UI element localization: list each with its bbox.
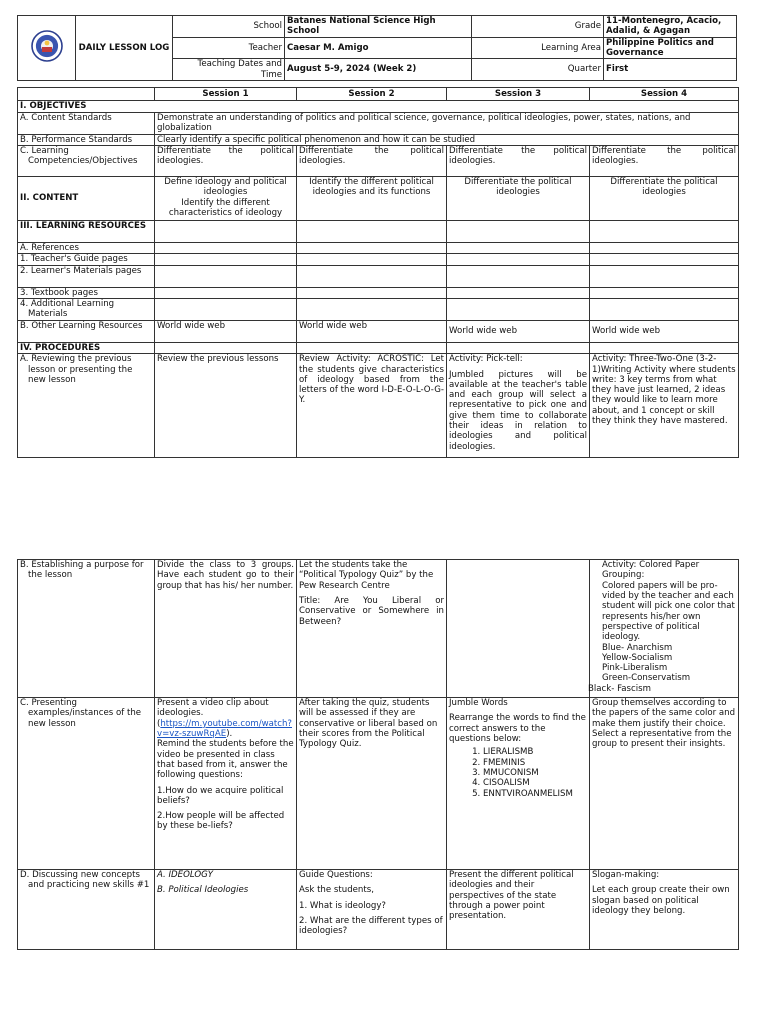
procedure-c-s2: After taking the quiz, students will be assessed if they are conservative or liberal based on their scores from the Political Typology Quiz. (297, 698, 447, 870)
procedure-d-s4-b: Let each group create their own slogan based on political ideology they belong. (592, 885, 730, 916)
procedure-d-s2-c: 1. What is ideology? (299, 900, 386, 911)
procedure-b-s2-b: Title: Are You Liberal or Conservative or Somewhere in Between? (299, 595, 444, 627)
content-s1-b: Identify the different characteristics of ideology (168, 197, 283, 218)
procedure-b-label: B. Establishing a purpose for the lesson (18, 560, 155, 698)
procedure-b-s4-body: Colored papers will be pro-vided by the teacher and each student will pick one color that represents his/her own perspective of political ideology. (602, 580, 735, 643)
jumble-word: 2. FMEMINIS (483, 758, 587, 768)
competency-s3: Differentiate the political ideologies. (447, 145, 590, 176)
lesson-log-table (17, 87, 739, 458)
procedure-c-s1 (155, 698, 297, 870)
other-resources-s1: World wide web (155, 320, 297, 342)
competency-s2: Differentiate the political ideologies. (297, 145, 447, 176)
additional-materials-label: 4. Additional Learning Materials (18, 298, 155, 320)
procedure-a-s2: Review Activity: ACROSTIC: Let the students give characteristics of ideology based from the letters of the word I-D-E-O-L-O-G-Y. (297, 354, 447, 458)
jumble-word: 1. LIERALISMB (483, 747, 587, 757)
jumble-word: 3. MMUCONISM (483, 768, 587, 778)
content-s1-a: Define ideology and political ideologies (164, 176, 287, 198)
procedure-c-row (18, 698, 739, 870)
teacher-value: Caesar M. Amigo (285, 37, 472, 59)
area-value: Philippine Politics and Governance (604, 37, 737, 59)
content-standards-label: A. Content Standards (18, 112, 155, 134)
color-group-item: Green-Conservatism (602, 673, 691, 684)
deped-seal (18, 16, 76, 81)
teachers-guide-label: 1. Teacher's Guide pages (18, 254, 155, 265)
procedure-d-s4 (590, 870, 739, 950)
header-table (17, 15, 737, 81)
procedure-c-s1-a: Present a video clip about ideologies. (157, 698, 269, 719)
content-standards-value: Demonstrate an understanding of politics and political science, governance, political ideologies, power, states, nations, and globalization (155, 112, 739, 134)
teacher-label: Teacher (173, 37, 285, 59)
other-resources-s3: World wide web (447, 320, 590, 342)
procedure-c-s3-title: Jumble Words (449, 698, 508, 708)
dates-value: August 5-9, 2024 (Week 2) (285, 59, 472, 81)
procedure-d-s3: Present the different political ideologies and their perspectives of the state through a power point presentation. (447, 870, 590, 950)
other-resources-s4: World wide web (590, 320, 739, 342)
procedure-b-s4 (590, 560, 739, 698)
procedure-c-s3 (447, 698, 590, 870)
procedure-c-s1-link-line: (https://m.youtube.com/watch?v=vz-szuwRqAE). (157, 718, 292, 739)
document-title: DAILY LESSON LOG (76, 16, 173, 81)
performance-standards-label: B. Performance Standards (18, 134, 155, 145)
textbook-label: 3. Textbook pages (18, 287, 155, 298)
procedure-b-s4-title: Activity: Colored Paper Grouping: (602, 560, 700, 581)
quarter-label: Quarter (472, 59, 604, 81)
procedures-heading: IV. PROCEDURES (18, 342, 155, 353)
content-heading: II. CONTENT (18, 176, 155, 220)
deped-seal-icon (30, 27, 64, 65)
sessions-header-row (18, 88, 739, 101)
resources-heading: III. LEARNING RESOURCES (18, 220, 155, 242)
procedure-d-row (18, 870, 739, 950)
color-group-item: Black- Fascism (588, 683, 651, 694)
lesson-log-table-continued (17, 559, 739, 950)
area-label: Learning Area (472, 37, 604, 59)
blank-header (18, 88, 155, 101)
procedure-d-s2-b: Ask the students, (299, 885, 374, 896)
procedure-a-s3 (447, 354, 590, 458)
content-s2: Identify the different political ideologies and its functions (297, 176, 447, 220)
jumble-words-list (449, 747, 587, 799)
competency-s4: Differentiate the political ideologies. (590, 145, 739, 176)
color-group-item: Blue- Anarchism (602, 642, 673, 653)
grade-label: Grade (472, 16, 604, 38)
procedure-b-s2-a: Let the students take the “Political Typology Quiz” by the Pew Research Centre (299, 560, 434, 591)
content-s1 (155, 176, 297, 220)
references-label: A. References (18, 242, 155, 253)
performance-standards-value: Clearly identify a specific political phenomenon and how it can be studied (155, 134, 739, 145)
jumble-word: 5. ENNTVIROANMELISM (483, 789, 587, 799)
competencies-label: C. Learning Competencies/Objectives (18, 145, 155, 176)
procedure-c-s3-body: Rearrange the words to find the correct answers to the questions below: (449, 713, 586, 744)
procedure-d-s4-a: Slogan-making: (592, 870, 660, 880)
content-s3: Differentiate the political ideologies (447, 176, 590, 220)
procedure-d-s1-a: A. IDEOLOGY (157, 870, 214, 880)
jumble-word: 4. CISOALISM (483, 778, 587, 788)
video-link[interactable]: https://m.youtube.com/watch?v=vz-szuwRqAE (157, 718, 292, 739)
procedure-a-label: A. Reviewing the previous lesson or presenting the new lesson (18, 354, 155, 458)
session-3-header: Session 3 (447, 88, 590, 101)
procedure-c-s4: Group themselves according to the papers of the same color and make them justify their choice. Select a representative from the group to present their insights. (590, 698, 739, 870)
school-label: School (173, 16, 285, 38)
procedure-a-row (18, 354, 739, 458)
objectives-heading: I. OBJECTIVES (18, 101, 739, 112)
procedure-c-label: C. Presenting examples/instances of the new lesson (18, 698, 155, 870)
color-group-item: Pink-Liberalism (602, 663, 668, 674)
color-group-item: Yellow-Socialism (602, 652, 673, 663)
procedure-d-s2-d: 2. What are the different types of ideologies? (299, 915, 443, 937)
learners-materials-label: 2. Learner's Materials pages (18, 265, 155, 287)
procedure-b-row (18, 560, 739, 698)
procedure-a-s3-body: Jumbled pictures will be available at the teacher's table and each group will select a representative to pick one and give them time to collaborate their ideas in relation to ideologies and political ideologies. (449, 369, 587, 452)
other-resources-s2: World wide web (297, 320, 447, 342)
school-value: Batanes National Science High School (285, 16, 472, 38)
dates-label: Teaching Dates and Time (173, 59, 285, 81)
session-1-header: Session 1 (155, 88, 297, 101)
procedure-c-s1-b: Remind the students before the video be presented in class that based from it, answer the following questions: (157, 739, 294, 781)
quarter-value: First (604, 59, 737, 81)
procedure-b-s1: Divide the class to 3 groups. Have each student go to their group that has his/ her number. (155, 560, 297, 698)
grade-value: 11-Montenegro, Acacio, Adalid, & Agagan (604, 16, 737, 38)
procedure-a-s3-title: Activity: Pick-tell: (449, 354, 523, 365)
content-s4: Differentiate the political ideologies (590, 176, 739, 220)
other-resources-label: B. Other Learning Resources (18, 320, 155, 342)
procedure-a-s1: Review the previous lessons (155, 354, 297, 458)
procedure-d-s1 (155, 870, 297, 950)
procedure-c-s1-q1: 1.How do we acquire political beliefs? (157, 785, 284, 806)
session-2-header: Session 2 (297, 88, 447, 101)
competency-s1: Differentiate the political ideologies. (155, 145, 297, 176)
procedure-b-s2 (297, 560, 447, 698)
procedure-d-s2 (297, 870, 447, 950)
procedure-d-s2-a: Guide Questions: (299, 870, 373, 880)
procedure-c-s1-q2: 2.How people will be affected by these be-liefs? (157, 811, 285, 832)
procedure-a-s4: Activity: Three-Two-One (3-2-1)Writing Activity where students write: 3 key terms from what they have just learned, 2 ideas they would like to learn more about, and 1 concept or skill they think they have mastered. (590, 354, 739, 458)
procedure-d-s1-b: B. Political Ideologies (157, 885, 249, 896)
procedure-d-label: D. Discussing new concepts and practicing new skills #1 (18, 870, 155, 950)
session-4-header: Session 4 (590, 88, 739, 101)
